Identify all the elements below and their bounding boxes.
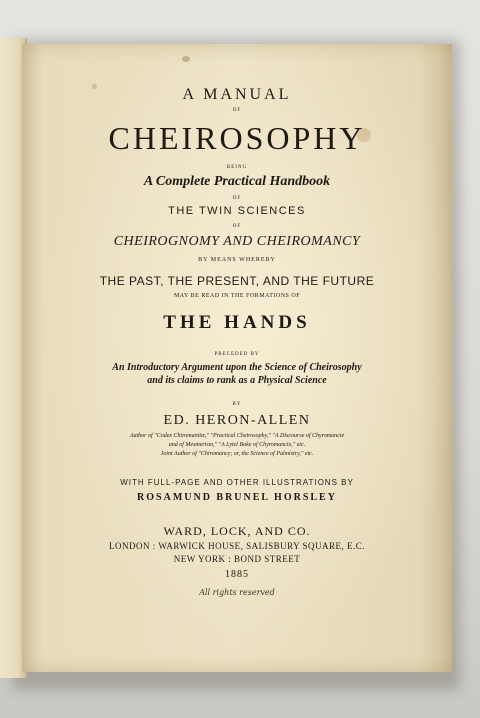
past-present-future-line: THE PAST, THE PRESENT, AND THE FUTURE xyxy=(99,274,375,288)
author-works-line-3: Joint Author of "Chiromancy; or, the Science of Palmistry," etc. xyxy=(160,451,314,457)
connector-of: OF xyxy=(232,108,242,113)
intro-argument-line-2: and its claims to rank as a Physical Science xyxy=(147,375,327,386)
twin-sciences-line: THE TWIN SCIENCES xyxy=(168,205,306,217)
may-be-read-line: MAY BE READ IN THE FORMATIONS OF xyxy=(173,293,301,299)
intro-argument-line-1: An Introductory Argument upon the Science of Cheirosophy xyxy=(112,362,362,373)
connector-by: BY xyxy=(232,402,242,407)
publisher-name: WARD, LOCK, AND CO. xyxy=(163,524,311,538)
author-name: ED. HERON-ALLEN xyxy=(163,413,311,428)
new-york-address: NEW YORK : BOND STREET xyxy=(173,554,301,564)
the-hands-heading: THE HANDS xyxy=(163,312,311,333)
publication-year: 1885 xyxy=(225,569,249,580)
handbook-subtitle: A Complete Practical Handbook xyxy=(143,174,331,189)
foxing-spot xyxy=(182,56,190,62)
sciences-line: CHEIROGNOMY AND CHEIROMANCY xyxy=(113,234,361,249)
main-title: CHEIROSOPHY xyxy=(108,120,366,156)
connector-of: OF xyxy=(232,224,242,229)
connector-of: OF xyxy=(232,196,242,201)
rights-notice: All rights reserved xyxy=(199,588,275,597)
connector-being: BEING xyxy=(226,165,248,170)
subtitle-a-manual: A MANUAL xyxy=(182,86,292,103)
author-works-line-2: and of Mesmerism," "A Lytel Boke of Chyromancie," etc. xyxy=(168,442,306,448)
illustrations-credit-line: WITH FULL-PAGE AND OTHER ILLUSTRATIONS BY xyxy=(120,478,354,487)
connector-by-means: BY MEANS WHEREBY xyxy=(198,257,276,263)
london-address: LONDON : WARWICK HOUSE, SALISBURY SQUARE, E.C. xyxy=(108,541,365,551)
illustrator-name: ROSAMUND BRUNEL HORSLEY xyxy=(137,492,337,503)
title-page xyxy=(22,44,452,672)
connector-preceded-by: PRECEDED BY xyxy=(214,352,260,357)
author-works-line-1: Author of "Codex Chiromantiæ," "Practical Cheirosophy," "A Discourse of Chyromancie xyxy=(129,433,345,439)
